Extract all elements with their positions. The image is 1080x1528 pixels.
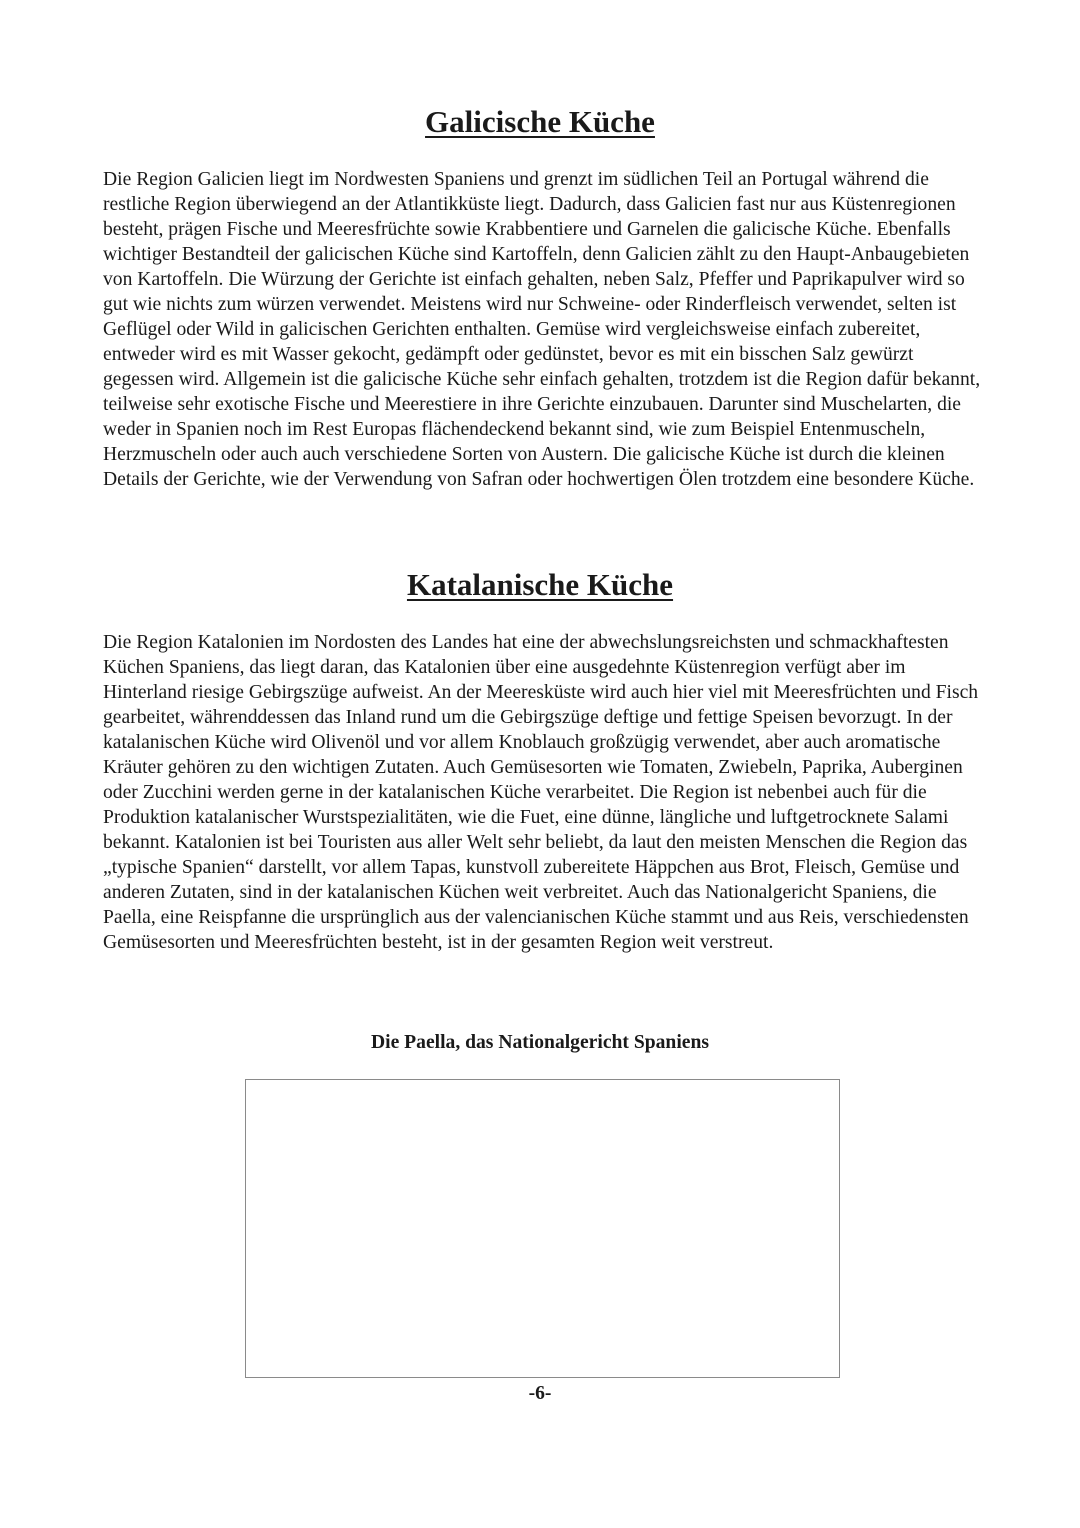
section-heading-catalonia: Katalanische Küche bbox=[406, 567, 674, 602]
figure-caption: Die Paella, das Nationalgericht Spaniens bbox=[370, 1032, 709, 1053]
section-paragraph-catalonia: Die Region Katalonien im Nordosten des Landes hat eine der abwechslungsreichsten und schmackhaftesten Küchen Spaniens, das liegt daran, das Katalonien über eine ausgedehnte Küstenregion verfügt aber im Hinterland riesige Gebirgszüge aufweist. An der Meeresküste wird auch hier viel mit Meeresfrüchten und Fisch gearbeitet, währenddessen das Inland rund um die Gebirgszüge deftige und fettige Speisen bevorzugt. In der katalanischen Küche wird Olivenöl und vor allem Knoblauch großzügig verwendet, aber auch aromatische Kräuter gehören zu den wichtigen Zutaten. Auch Gemüsesorten wie Tomaten, Zwiebeln, Paprika, Auberginen oder Zucchini werden gerne in der katalanischen Küche verarbeitet. Die Region ist nebenbei auch für die Produktion katalanischer Wurstspezialitäten, wie die Fuet, eine dünne, längliche und luftgetrocknete Salami bekannt. Katalonien ist bei Touristen aus aller Welt sehr beliebt, da laut den meisten Menschen die Region das „typische Spanien“ darstellt, vor allem Tapas, kunstvoll zubereitete Häppchen aus Brot, Fleisch, Gemüse und anderen Zutaten, sind in der katalanischen Küchen weit verbreitet. Auch das Nationalgericht Spaniens, die Paella, eine Reispfanne die ursprünglich aus der valencianischen Küche stammt und aus Reis, verschiedensten Gemüsesorten und Meeresfrüchten besteht, ist in der gesamten Region weit verstreut. bbox=[103, 632, 979, 953]
section-paragraph-galicia: Die Region Galicien liegt im Nordwesten Spaniens und grenzt im südlichen Teil an Portugal während die restliche Region überwiegend an der Atlantikküste liegt. Dadurch, dass Galicien fast nur aus Küstenregionen besteht, prägen Fische und Meeresfrüchte sowie Krabbentiere und Garnelen die galicische Küche. Ebenfalls wichtiger Bestandteil der galicischen Küche sind Kartoffeln, denn Galicien zählt zu den Haupt-Anbaugebieten von Kartoffeln. Die Würzung der Gerichte ist einfach gehalten, neben Salz, Pfeffer und Paprikapulver wird so gut wie nichts zum würzen verwendet. Meistens wird nur Schweine- oder Rinderfleisch verwendet, selten ist Geflügel oder Wild in galicischen Gerichten enthalten. Gemüse wird vergleichsweise einfach zubereitet, entweder wird es mit Wasser gekocht, gedämpft oder gedünstet, bevor es mit ein bisschen Salz gewürzt gegessen wird. Allgemein ist die galicische Küche sehr einfach gehalten, trotzdem ist die Region dafür bekannt, teilweise sehr exotische Fische und Meerestiere in ihre Gerichte einzubauen. Darunter sind Muschelarten, die weder in Spanien noch im Rest Europas flächendeckend bekannt sind, wie zum Beispiel Entenmuscheln, Herzmuscheln oder auch auch verschiedene Sorten von Austern. Die galicische Küche ist durch die kleinen Details der Gerichte, wie der Verwendung von Safran oder hochwertigen Ölen trotzdem eine besondere Küche. bbox=[103, 169, 981, 490]
page-number: -6- bbox=[528, 1383, 552, 1404]
figure-image-placeholder bbox=[245, 1079, 840, 1378]
section-heading-galicia: Galicische Küche bbox=[425, 104, 655, 139]
